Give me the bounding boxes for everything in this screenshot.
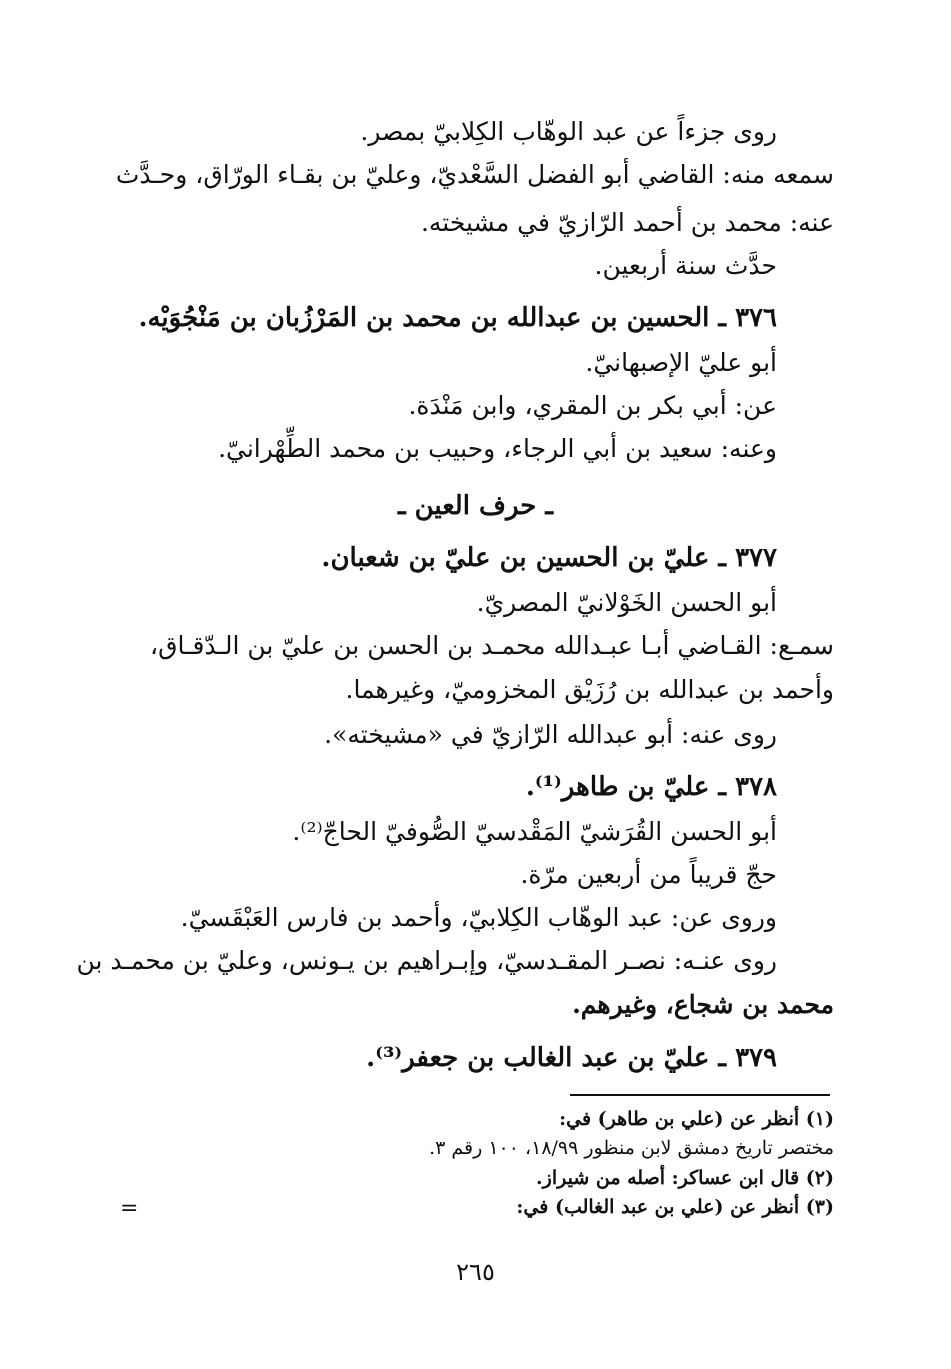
- text-line: أبو الحسن الخَوْلانيّ المصريّ.: [476, 588, 777, 617]
- text-line: روى جزءاً عن عبد الوهّاب الكِلابيّ بمصر.: [360, 117, 777, 146]
- entry-378-title: ٣٧٨ ـ عليّ بن طاهر⁽¹⁾.: [525, 772, 777, 802]
- text-line: وروى عن: عبد الوهّاب الكِلابيّ، وأحمد بن فارس العَبْقَسيّ.: [180, 903, 777, 932]
- text-line: أبو عليّ الإصبهانيّ.: [585, 348, 777, 377]
- text-line: وأحمد بن عبدالله بن رُزَيْق المخزوميّ، وغيرهما.: [345, 675, 834, 704]
- footnote-1-source: مختصر تاريخ دمشق لابن منظور ١٨/٩٩، ١٠٠ رقم ٣.: [429, 1137, 834, 1159]
- page-number: ٢٦٥: [456, 1258, 495, 1286]
- entry-379-title: ٣٧٩ ـ عليّ بن عبد الغالب بن جعفر⁽³⁾.: [366, 1043, 777, 1073]
- footnote-1: (١) أنظر عن (علي بن طاهر) في:: [559, 1108, 834, 1130]
- text-line: حجّ قريباً من أربعين مرّة.: [520, 860, 777, 889]
- text-line: سمعه منه: القاضي أبو الفضل السَّعْديّ، وعليّ بن بقـاء الورّاق، وحـدَّث: [115, 160, 834, 189]
- text-line: عن: أبي بكر بن المقري، وابن مَنْدَة.: [408, 391, 777, 420]
- footnote-divider: [570, 1094, 830, 1096]
- text-line: روى عنـه: نصـر المقـدسيّ، وإبـراهيم بن يـونس، وعليّ بن محمـد بن: [76, 946, 777, 975]
- continuation-mark: =: [120, 1196, 139, 1221]
- text-line: وعنه: سعيد بن أبي الرجاء، وحبيب بن محمد الطِّهْرانيّ.: [218, 434, 777, 463]
- text-line: روى عنه: أبو عبدالله الرّازيّ في «مشيخته».: [324, 720, 777, 749]
- text-line: سمـع: القـاضي أبـا عبـدالله محمـد بن الحسن بن عليّ بن الـدّقـاق،: [150, 631, 834, 660]
- text-line: حدَّث سنة أربعين.: [594, 251, 777, 280]
- entry-376-title: ٣٧٦ ـ الحسين بن عبدالله بن محمد بن المَرْزُبان بن مَنْجُوَيْه.: [138, 303, 777, 333]
- text-line: محمد بن شجاع، وغيرهم.: [572, 990, 834, 1019]
- footnote-3: (٣) أنظر عن (علي بن عبد الغالب) في:: [516, 1196, 834, 1218]
- footnote-2: (٢) قال ابن عساكر: أصله من شيراز.: [536, 1167, 834, 1189]
- entry-377-title: ٣٧٧ ـ عليّ بن الحسين بن عليّ بن شعبان.: [321, 543, 777, 573]
- text-line: أبو الحسن القُرَشيّ المَقْدسيّ الصُّوفيّ الحاجّ⁽²⁾.: [292, 817, 777, 846]
- section-heading: ـ حرف العين ـ: [397, 491, 554, 521]
- text-line: عنه: محمد بن أحمد الرّازيّ في مشيخته.: [420, 208, 834, 237]
